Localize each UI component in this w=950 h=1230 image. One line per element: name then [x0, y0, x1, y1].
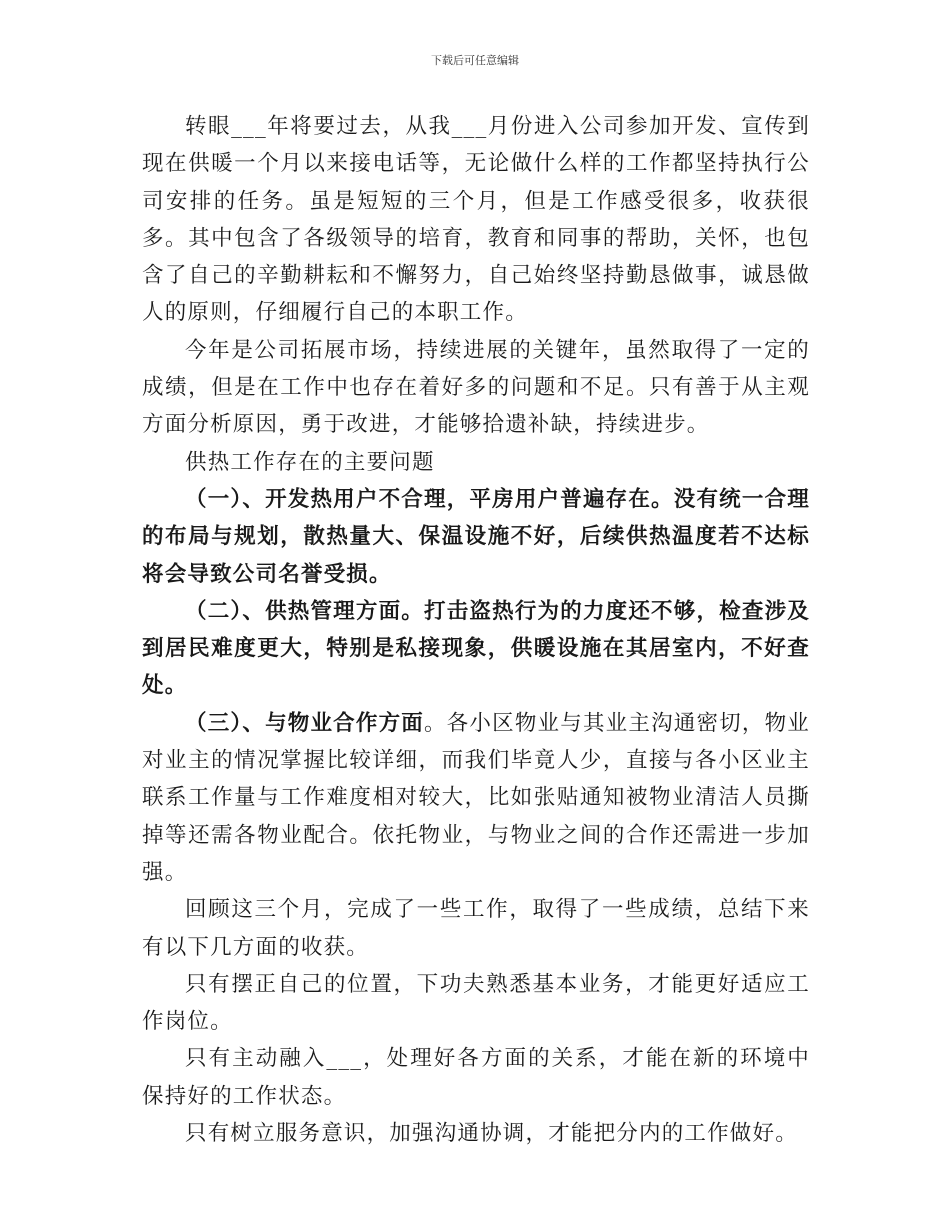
paragraph-text: 。各小区物业与其业主沟通密切，物业对业主的情况掌握比较详细，而我们毕竟人少，直接与各小区业主联系工作量与工作难度相对较大，比如张贴通知被物业清洁人员撕掉等还需各物业配合。依托物业，与物业之间的合作还需进一步加强。	[142, 710, 811, 885]
issue-lead: （二）、供热管理方面。打击盗热行为的力度还不够，检查涉及到居民难度更大，特别是私接现象，供暖设施在其居室内，不好查处。	[142, 598, 810, 699]
issue-lead: （一）、开发热用户不合理，平房用户普遍存在。没有统一合理的布局与规划，散热量大、保温设施不好，后续供热温度若不达标将会导致公司名誉受损。	[142, 486, 810, 587]
paragraph-text: 供热工作存在的主要问题	[185, 449, 435, 475]
paragraph-text: 只有主动融入___，处理好各方面的关系，才能在新的环境中保持好的工作状态。	[142, 1046, 810, 1109]
paragraph-text: 回顾这三个月，完成了一些工作，取得了一些成绩，总结下来有以下几方面的收获。	[142, 897, 810, 960]
paragraph-text: 只有摆正自己的位置，下功夫熟悉基本业务，才能更好适应工作岗位。	[142, 971, 810, 1035]
paragraph-text: 只有树立服务意识，加强沟通协调，才能把分内的工作做好。	[185, 1121, 798, 1147]
issue-two	[142, 593, 810, 705]
issue-lead: （三）、与物业合作方面	[185, 710, 425, 736]
paragraph-intro	[142, 108, 810, 332]
paragraph-market	[142, 332, 810, 444]
paragraph-gain-3	[142, 1115, 810, 1152]
document-body	[142, 108, 810, 1152]
section-heading	[142, 444, 810, 481]
paragraph-gain-1	[142, 966, 810, 1041]
paragraph-text: 转眼___年将要过去，从我___月份进入公司参加开发、宣传到现在供暖一个月以来接电话等，无论做什么样的工作都坚持执行公司安排的任务。虽是短短的三个月，但是工作感受很多，收获很多。其中包含了各级领导的培育，教育和同事的帮助，关怀，也包含了自己的辛勤耕耘和不懈努力，自己始终坚持勤恳做事，诚恳做人的原则，仔细履行自己的本职工作。	[142, 114, 810, 326]
paragraph-gain-2	[142, 1040, 810, 1115]
paragraph-text: 今年是公司拓展市场，持续进展的关键年，虽然取得了一定的成绩，但是在工作中也存在着好多的问题和不足。只有善于从主观方面分析原因，勇于改进，才能够拾遗补缺，持续进步。	[142, 337, 810, 438]
paragraph-review	[142, 891, 810, 966]
page-header: 下载后可任意编辑	[431, 54, 519, 67]
issue-three	[142, 705, 810, 891]
issue-one	[142, 481, 810, 593]
